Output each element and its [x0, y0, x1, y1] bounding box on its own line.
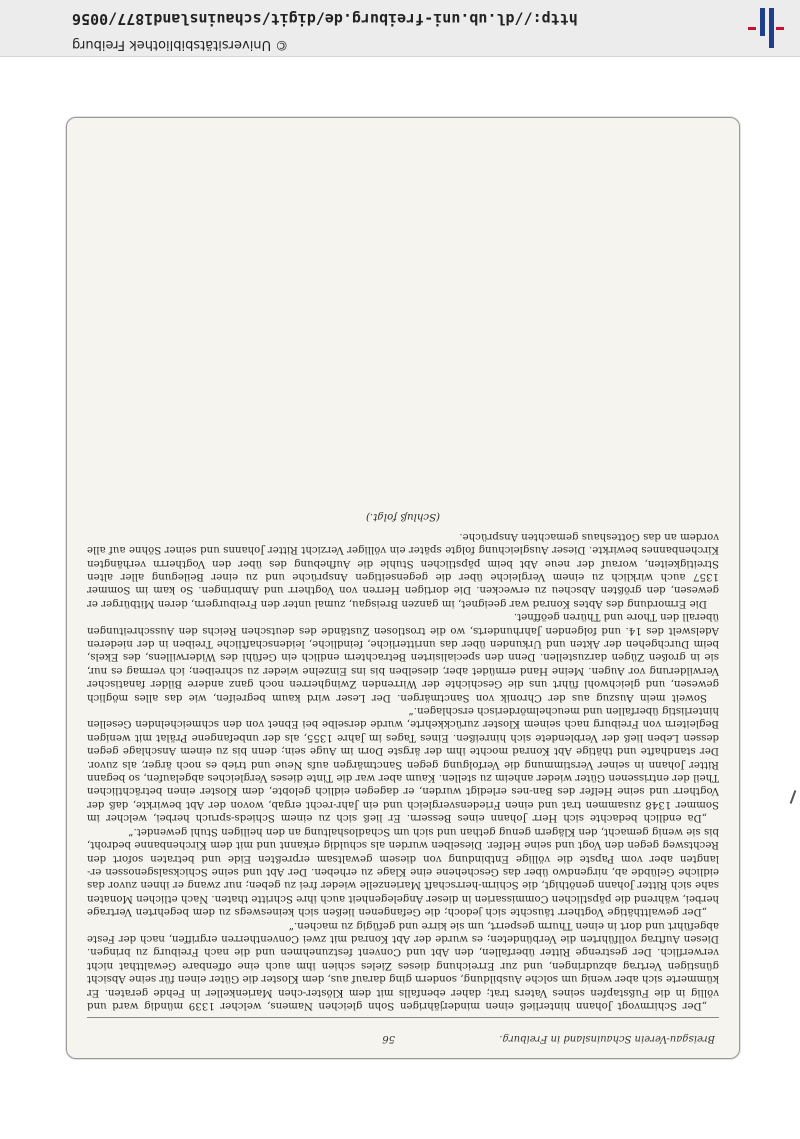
page-number: 56 [382, 1033, 395, 1044]
closing-note: (Schluß folgt.) [365, 511, 441, 523]
copyright-notice: © Universitätsbibliothek Freiburg [72, 37, 289, 52]
paragraph: Soweit mein Auszug aus der Chronik von Sanctmärgen. Der Leser wird kaum begreifen, wie das alles möglich gewesen, und gleichwohl führt uns die Geschichte der Wirrenden Zwingherren noch ganz andere Bilder fanatischer Verwilderung vor Augen. Meine Hand ermüdet aber, dieselben bis ins Einzelne wieder zu schreiben; ich vermag es nur, sie in großen Zügen darzustellen. Denn den specialisirten Betrachtern endlich ein Gefühl des Widerwillens, des Ekels, beim Durchgehen der Akten und Urkunden über das unritterliche, feindliche, leidenschaftliche Treiben in der niederen Adelswelt des 14. und folgenden Jahrhunderts, wo die trostlosen Zustände des deutschen Reichs den Ausschreitungen überall den Thore und Thüren geöffnet. [87, 611, 719, 703]
header-rule [87, 1017, 719, 1018]
page-body-text [87, 138, 719, 1012]
paragraph: Die Ermordung des Abtes Konrad war geeignet, im ganzen Breisgau, zumal unter den Freiburgern, deren Mitbürger er gewesen, den größten Abscheu zu erwecken. Die dortigen Herren von Vogtherr und Ambringen. So kam im Sommer 1357 auch wirklich zu einem Vergleiche über die gegenseitigen Ansprüche und zu einer Beilegung aller alten Streitigkeiten, worauf der neue Abt beim päpstlichen Stuhle die Aufhebung des über den Vogtherrn verhängten Kirchenbannes bewirkte. Dieser Ausgleichung folgte später ein völliger Verzicht Ritter Johanns und seiner Söhne auf alle vordem an das Gotteshaus gemachten Ansprüche. [87, 530, 719, 609]
running-head [91, 1026, 715, 1044]
document-url-link[interactable]: http://dl.ub.uni-freiburg.de/digit/schauinsland1877/0056 [72, 10, 578, 28]
paragraph: „Der gewaltthätige Vogtherr täuschte sich jedoch; die Gefangenen ließen sich keineswegs zu dem begehrten Vertrage herbei, während die päpstlichen Commissarien in dieser Angelegenheit auch ihre Schritte thaten. Nach etlichen Monaten sahe sich Ritter Johann genöthigt, die Schirm-herrschaft Marienzelle wieder frei zu geben; nur zwang er ihnen zuvor das eidliche Gelübde ab, nirgendwo über das Geschehene eine Klage zu erheben. Der Abt und seine Schicksalsgenossen er-langten aber vom Papste die völlige Entbindung von diesem gewaltsam erpreßten Eide und betraten sofort den Rechtsweg gegen den Vogt und seine Helfer. Dieselben wurden als schuldig erkannt und mit dem Kirchenbanne bedroht, bis sie wenig gemacht, den Klägern genug gethan und sich um Schadloshaltung an den heiligen Stuhl gewendet.“ [87, 825, 719, 918]
running-head-title: Breisgau-Verein Schauinsland in Freiburg. [499, 1033, 715, 1044]
library-header-bar [0, 0, 800, 57]
university-logo-icon [746, 6, 786, 50]
paragraph: „Da endlich bedachte sich Herr Johann eines Bessern. Er ließ sich zu einem Schieds-spruch herbei, welcher im Sommer 1348 zusammen trat und einen Friedensvergleich und ein Jahr-recht ergab, wovon der Abt bewirkte, daß der Vogtherr und seine Helfer des Ban-nes erledigt wurden, er dagegen eidlich gelobte, dem Kloster einen beträchtlichen Theil der entrissenen Güter wieder anheim zu stellen. Kaum aber war die Tinte dieses Vergleiches abgelaufen, so begann Ritter Johann in seiner Verstimmung die Verfolgung gegen Sanctmärgen aufs Neue und trieb es noch ärger, als zuvor. Der standhafte und thätige Abt Konrad mochte ihm der ärgste Dorn im Auge sein; denn bis zu einem Anschlage gegen dessen Leben ließ der Verblendete sich hinreißen. Eines Tages im Jahre 1355, als der unbefangene Prälat mit wenigen Begleitern von Freiburg nach seinem Kloster zurückkehrte, wurde derselbe bei Ebnet von den schmeichelnden Gesellen hinterlistig überfallen und meuchelmörderisch erschlagen.“ [87, 705, 719, 824]
scanned-page [66, 117, 740, 1059]
paragraph: „Der Schirmvogt Johann hinterließ einen minderjährigen Sohn gleichen Namens, welcher 1339 mündig ward und völlig in die Fußstapfen seines Vaters trat; daher ebenfalls mit dem Klöster-chen Marienkeller in Fehde geraten. Er kümmerte sich aber wenig um solche Ausbildung, sondern ging darauf aus, dem Kloster die Güter einen für seine Absicht günstigen Vertrag abzudringen, und zur Erreichung dieses Zieles schien ihm auch eine offenbare Gewaltthat nicht verwerflich. Der gestrenge Ritter überfallen, den Abt und Convent festzunehmen und die nach Freiburg zu bringen. Diesen Auftrag vollführten die Verbündeten; es wurde der Abt Konrad mit zwei Conventherren ergriffen, nach der Feste abgeführt und dort in einen Thurm gesperrt, um sie kirre und gefügig zu machen.“ [87, 919, 719, 1011]
